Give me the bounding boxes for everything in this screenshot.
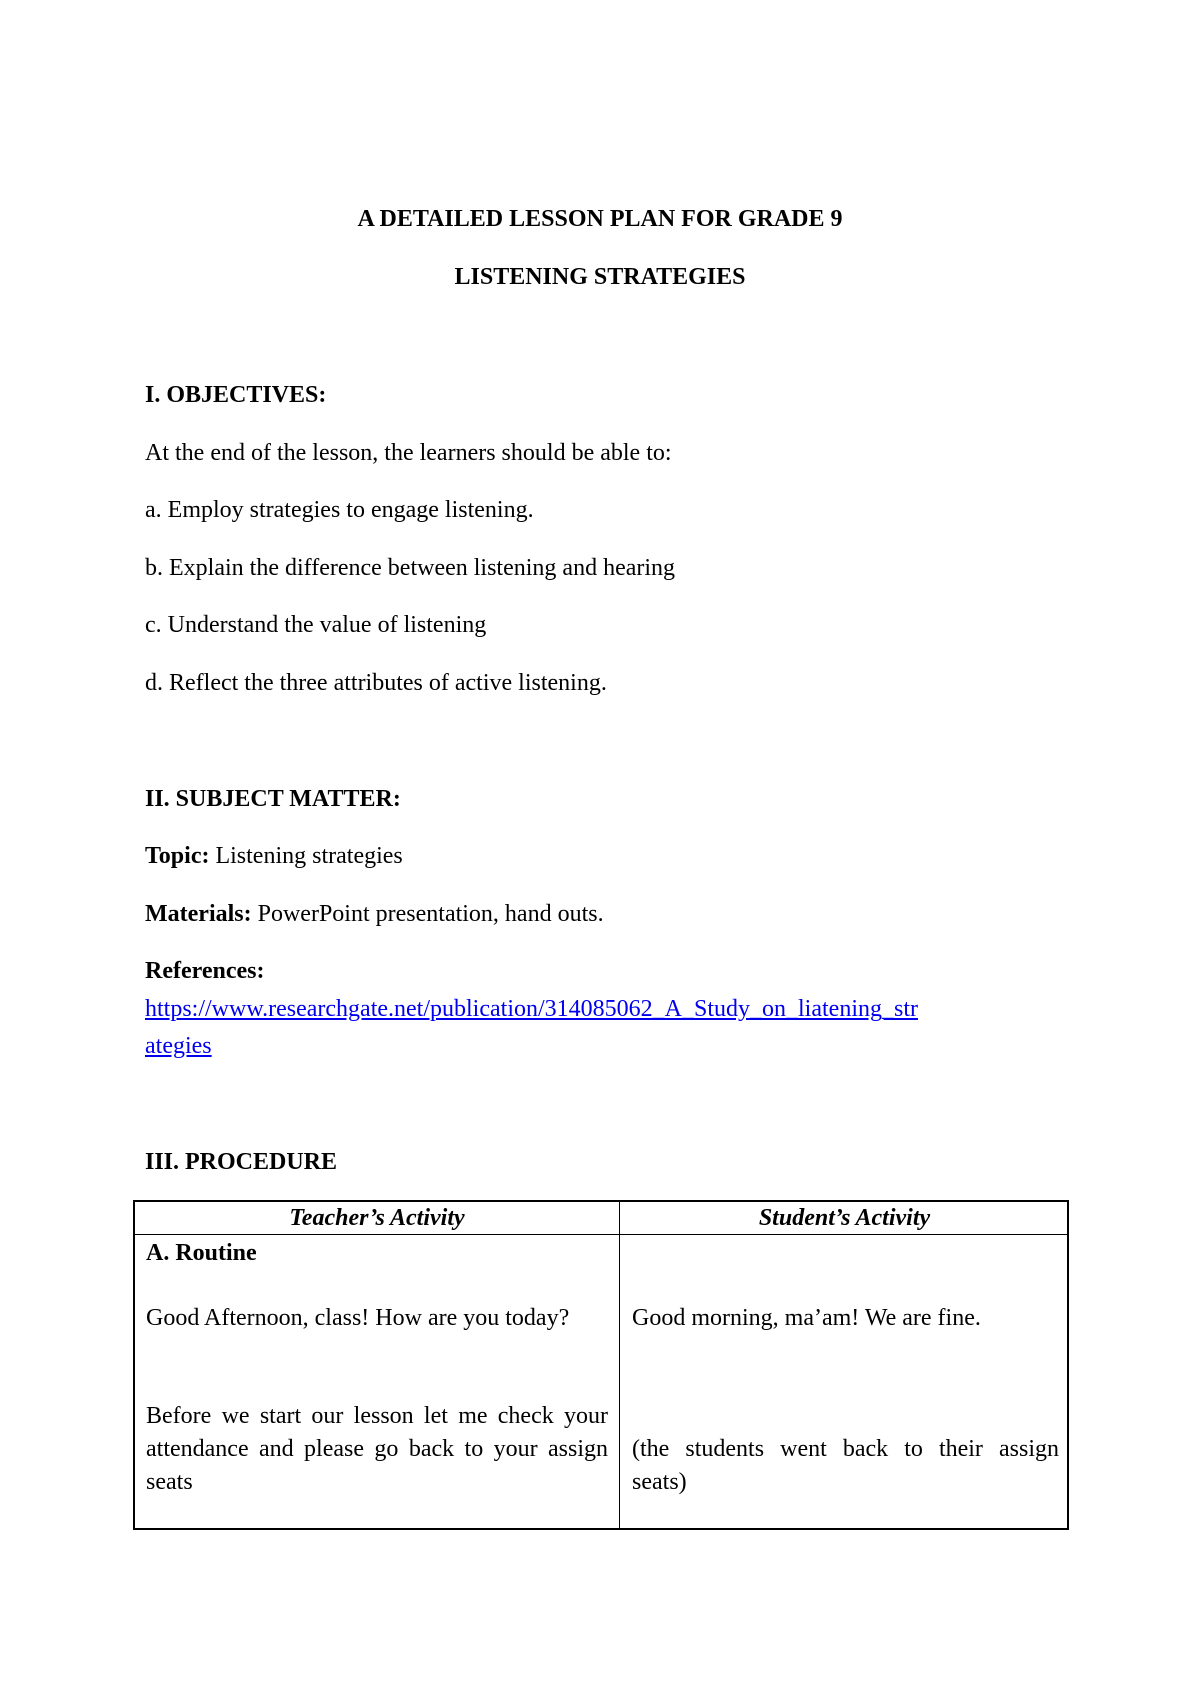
- reference-link[interactable]: https://www.researchgate.net/publication/314085062_A_Study_on_liatening_str: [145, 996, 918, 1022]
- teacher-activity-header: Teacher’s Activity: [289, 1205, 465, 1231]
- topic-label: Topic:: [145, 843, 210, 869]
- materials-label: Materials:: [145, 901, 252, 927]
- teacher-instruction: Before we start our lesson let me check your attendance and please go back to your assign seats: [146, 1403, 608, 1495]
- procedure-heading: III. PROCEDURE: [145, 1149, 338, 1175]
- table-column-divider: [619, 1202, 620, 1528]
- objective-item-a: a. Employ strategies to engage listening.: [145, 497, 534, 523]
- student-activity-header: Student’s Activity: [758, 1205, 931, 1231]
- topic-value: Listening strategies: [209, 843, 403, 869]
- student-response: Good morning, ma’am! We are fine.: [632, 1305, 981, 1331]
- table-header-divider: [135, 1234, 1067, 1235]
- routine-section-label: A. Routine: [146, 1240, 257, 1266]
- subject-matter-heading: II. SUBJECT MATTER:: [145, 786, 401, 812]
- student-action: (the students went back to their assign seats): [632, 1436, 1059, 1495]
- procedure-table: [133, 1200, 1069, 1530]
- materials-line: [145, 901, 604, 928]
- references-label: References:: [145, 958, 265, 984]
- materials-value: PowerPoint presentation, hand outs.: [251, 901, 604, 927]
- objectives-heading: I. OBJECTIVES:: [145, 382, 327, 408]
- objectives-intro: At the end of the lesson, the learners should be able to:: [145, 440, 672, 466]
- reference-link-continued[interactable]: ategies: [145, 1033, 212, 1059]
- teacher-greeting: Good Afternoon, class! How are you today?: [146, 1305, 570, 1331]
- document-title: A DETAILED LESSON PLAN FOR GRADE 9: [357, 206, 843, 232]
- document-subtitle: LISTENING STRATEGIES: [454, 264, 746, 290]
- objective-item-c: c. Understand the value of listening: [145, 612, 487, 638]
- objective-item-d: d. Reflect the three attributes of active listening.: [145, 670, 607, 696]
- topic-line: [145, 843, 403, 870]
- objective-item-b: b. Explain the difference between listening and hearing: [145, 555, 676, 581]
